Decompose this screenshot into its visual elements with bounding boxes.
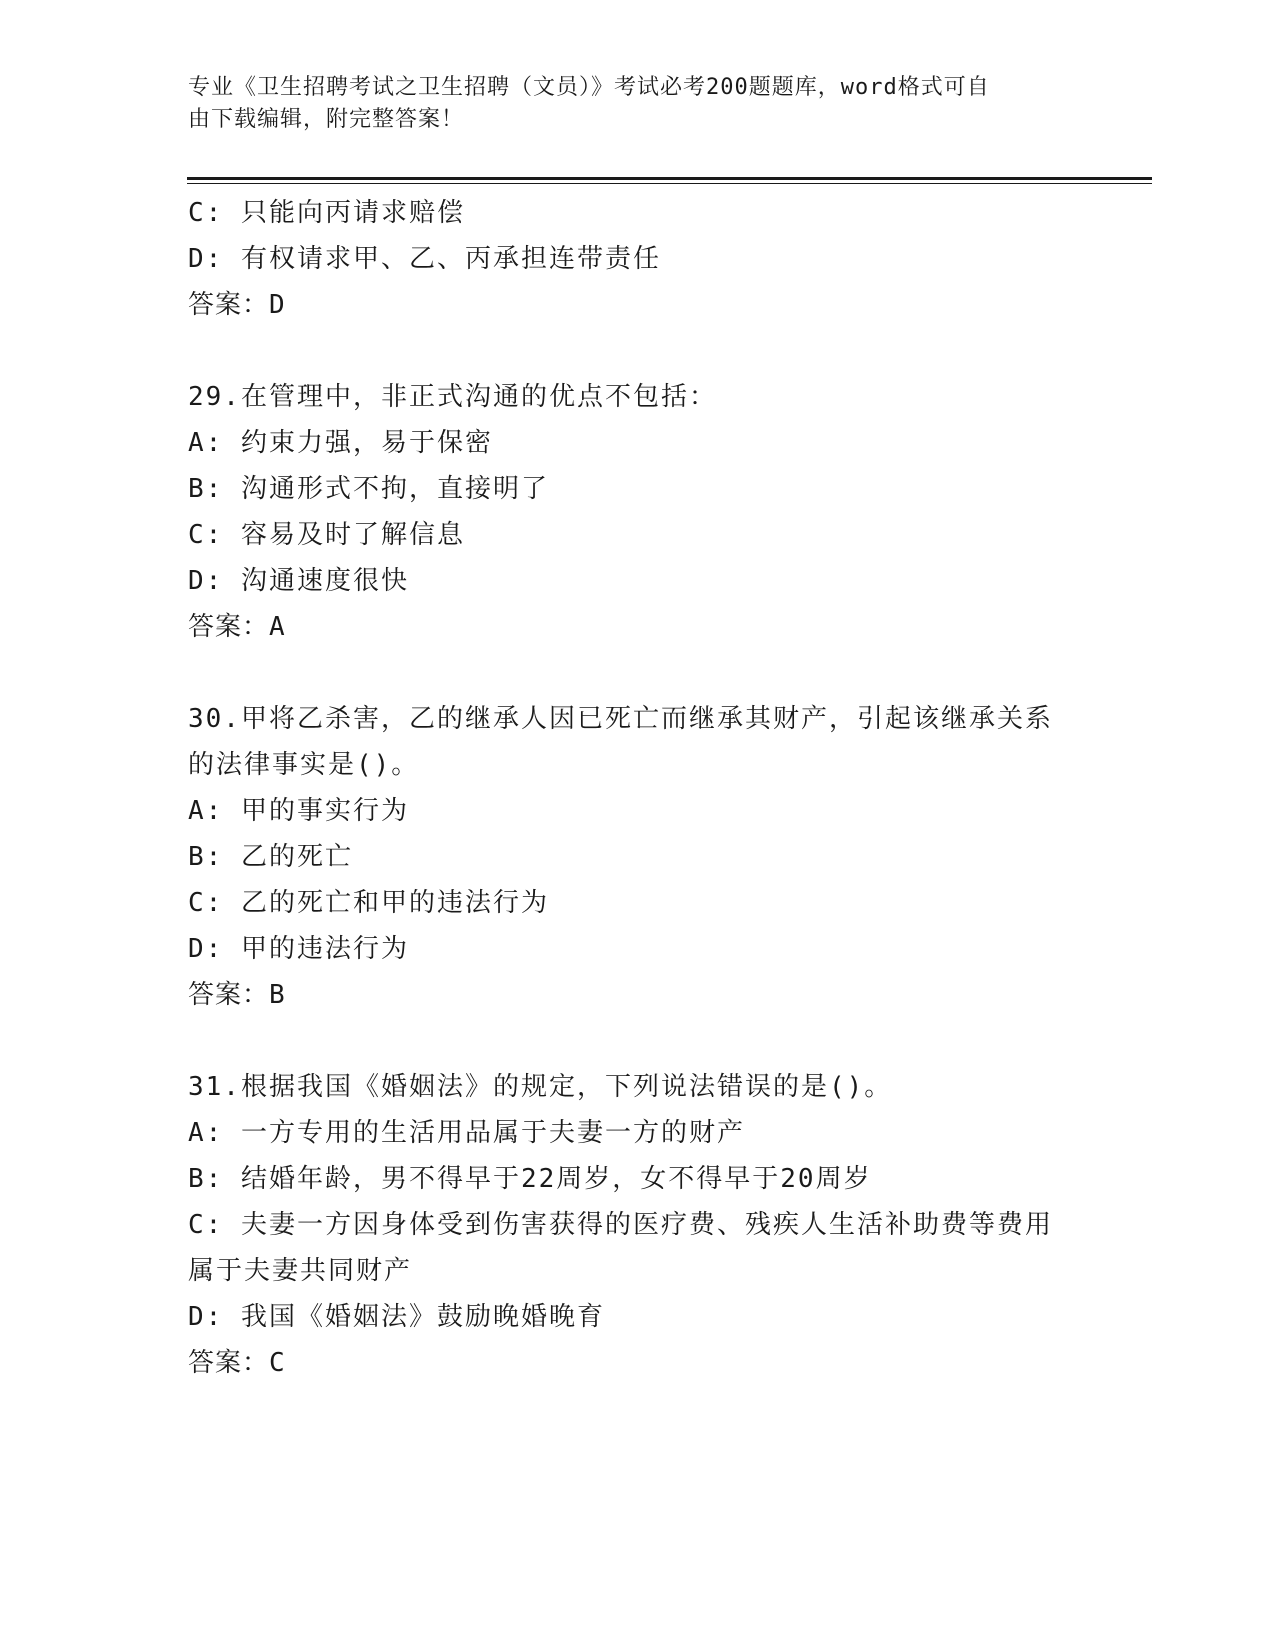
option-d: D: 我国《婚姻法》鼓励晚婚晚育	[188, 1302, 605, 1332]
option-c: C: 只能向丙请求赔偿	[188, 198, 465, 228]
question-stem: 29.在管理中，非正式沟通的优点不包括：	[188, 382, 717, 412]
question-stem-line1: 30.甲将乙杀害，乙的继承人因已死亡而继承其财产，引起该继承关系	[188, 704, 1053, 734]
document-header	[188, 72, 1078, 136]
header-divider-thick	[187, 177, 1152, 180]
question-30	[188, 696, 1088, 1018]
spacer	[188, 650, 1088, 696]
spacer	[188, 1018, 1088, 1064]
question-29	[188, 374, 1088, 650]
answer: 答案：A	[188, 612, 286, 642]
option-a: A: 约束力强，易于保密	[188, 428, 493, 458]
header-title-line1: 专业《卫生招聘考试之卫生招聘（文员）》考试必考200题题库，word格式可自	[188, 75, 990, 100]
option-d: D: 甲的违法行为	[188, 934, 409, 964]
option-a: A: 一方专用的生活用品属于夫妻一方的财产	[188, 1118, 745, 1148]
answer: 答案：B	[188, 980, 286, 1010]
header-divider-thin	[187, 183, 1152, 184]
question-stem-line2: 的法律事实是()。	[188, 750, 420, 780]
question-stem: 31.根据我国《婚姻法》的规定，下列说法错误的是()。	[188, 1072, 893, 1102]
option-b: B: 结婚年龄，男不得早于22周岁，女不得早于20周岁	[188, 1164, 872, 1194]
answer: 答案：C	[188, 1348, 286, 1378]
header-title-line2: 由下载编辑，附完整答案！	[188, 107, 465, 132]
option-c-line1: C: 夫妻一方因身体受到伤害获得的医疗费、残疾人生活补助费等费用	[188, 1210, 1053, 1240]
option-c: C: 容易及时了解信息	[188, 520, 465, 550]
answer: 答案：D	[188, 290, 286, 320]
option-d: D: 沟通速度很快	[188, 566, 409, 596]
option-c-line2: 属于夫妻共同财产	[188, 1256, 413, 1286]
spacer	[188, 328, 1088, 374]
question-28	[188, 190, 1088, 328]
option-d: D: 有权请求甲、乙、丙承担连带责任	[188, 244, 661, 274]
option-b: B: 沟通形式不拘，直接明了	[188, 474, 549, 504]
question-31	[188, 1064, 1088, 1386]
option-a: A: 甲的事实行为	[188, 796, 409, 826]
question-list	[188, 190, 1088, 1386]
option-c: C: 乙的死亡和甲的违法行为	[188, 888, 549, 918]
option-b: B: 乙的死亡	[188, 842, 353, 872]
